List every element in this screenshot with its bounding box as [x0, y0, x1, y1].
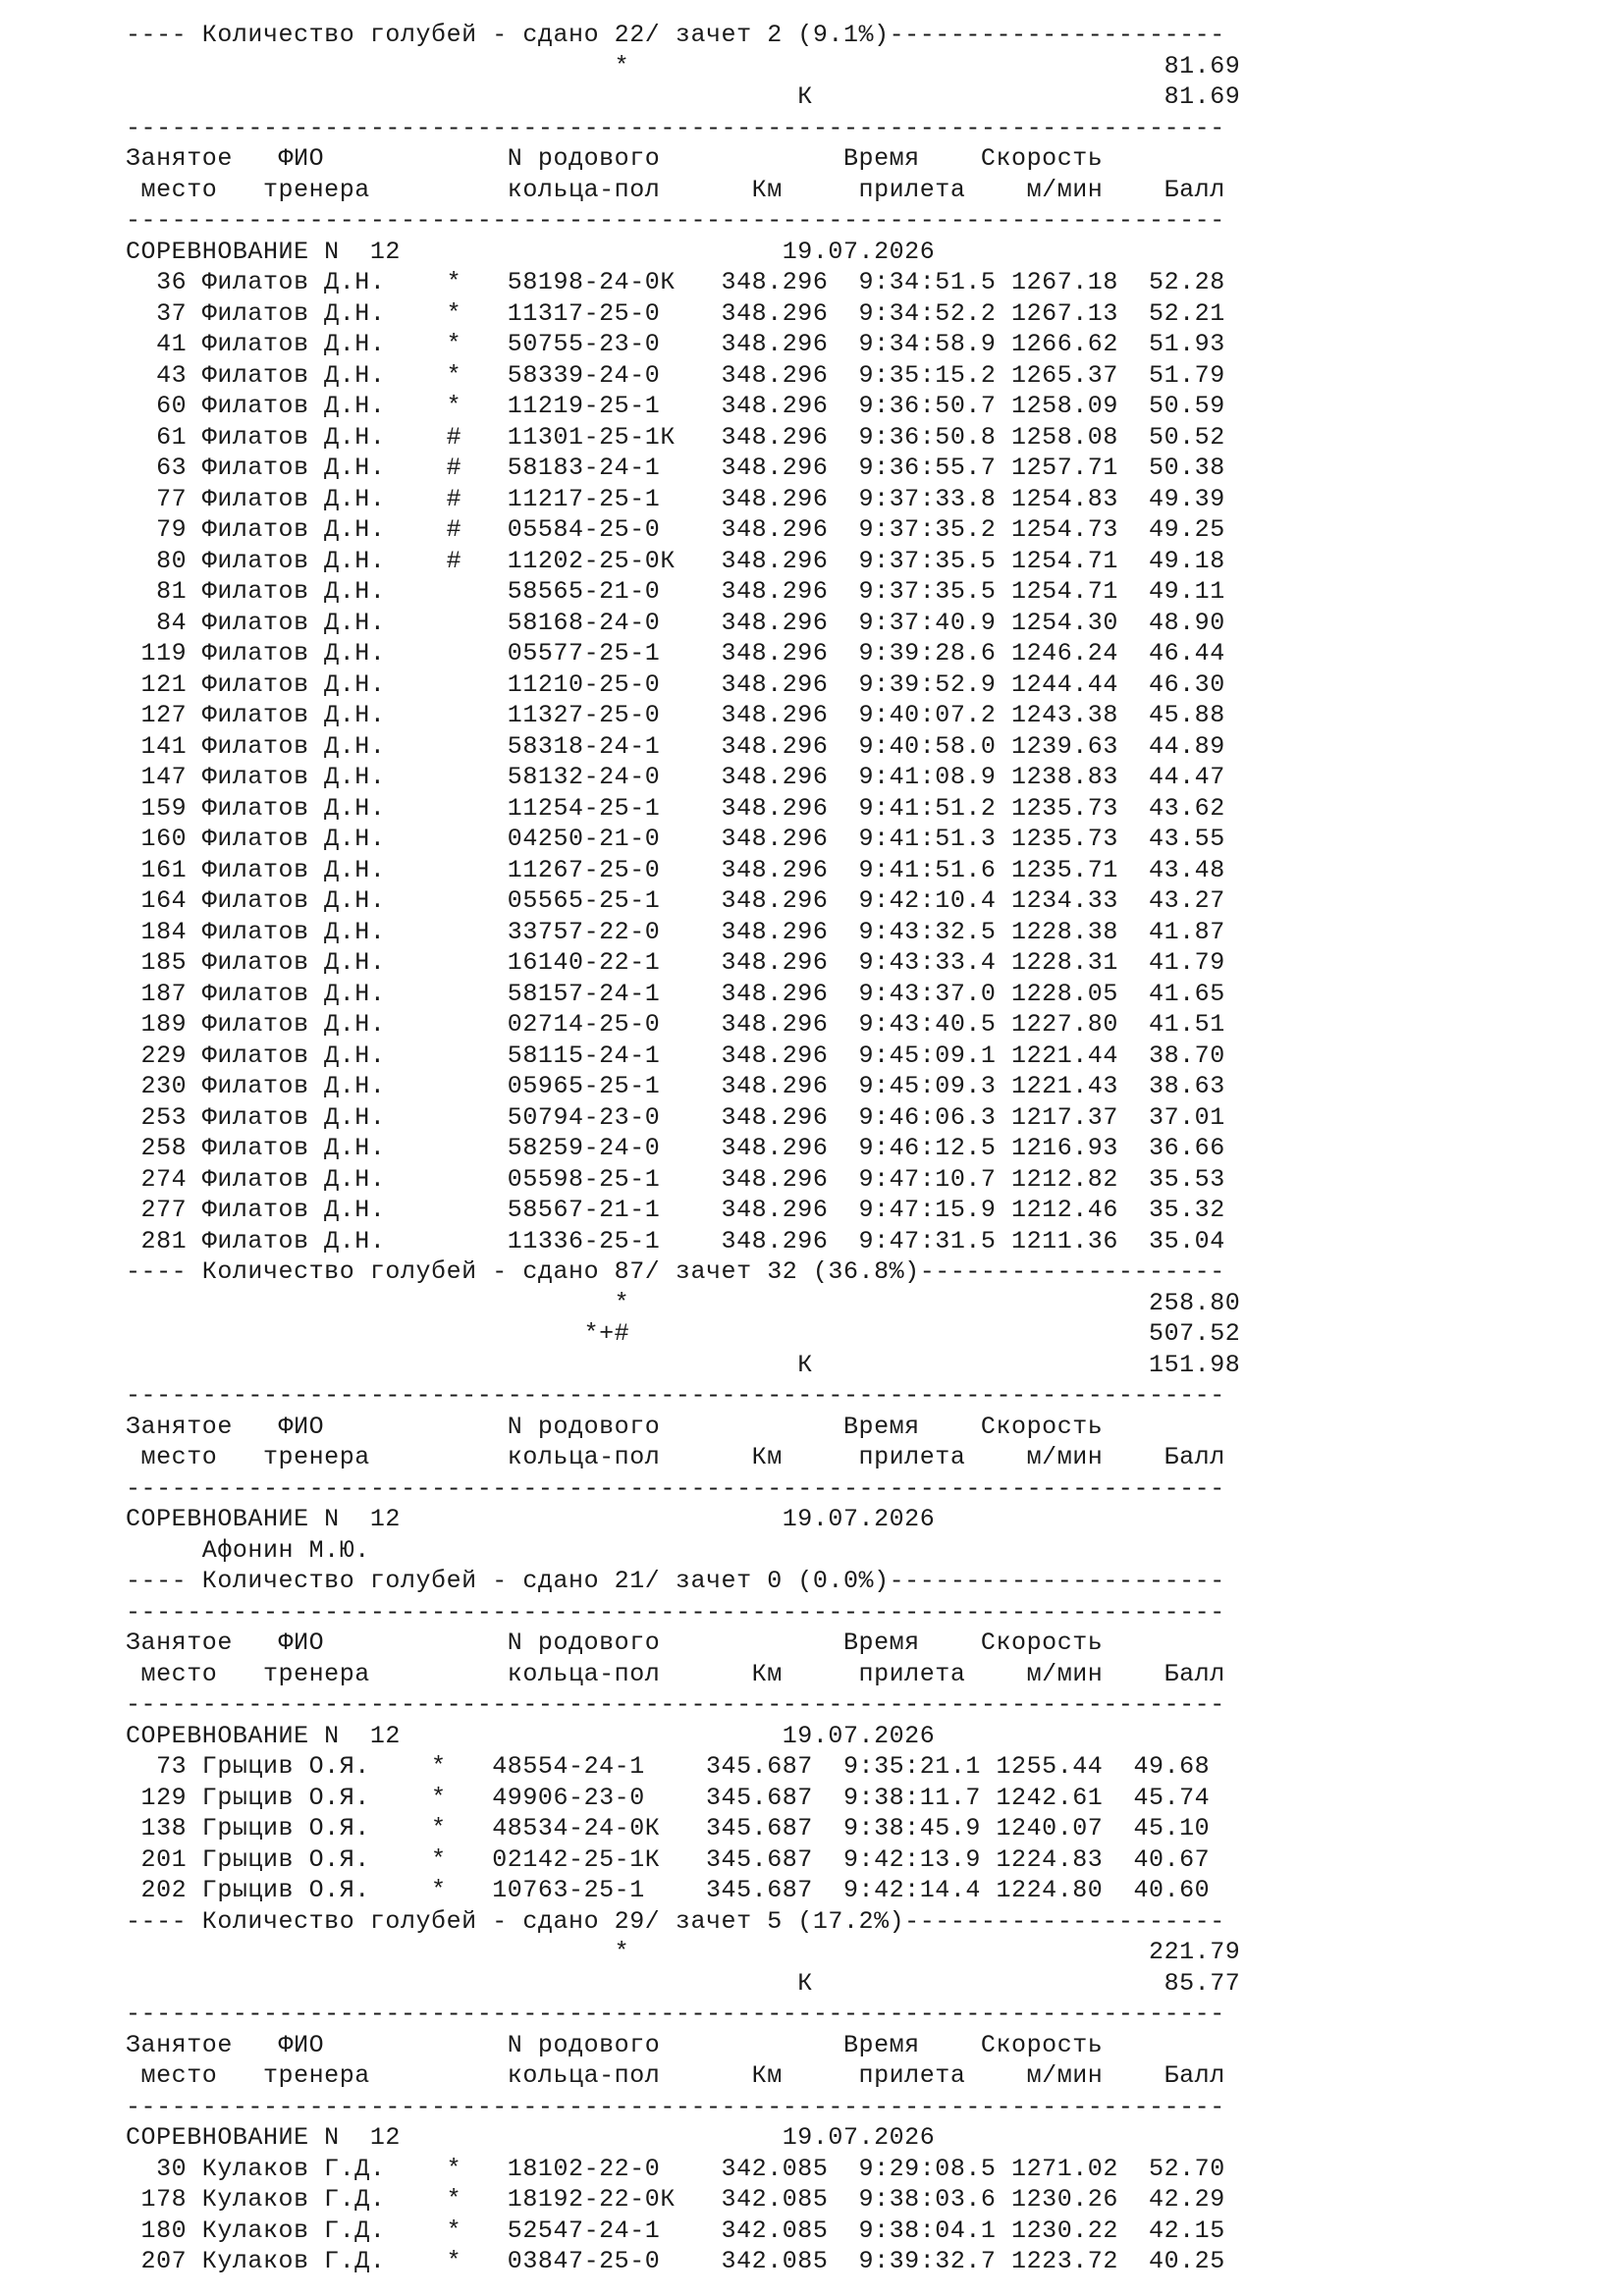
report-line: 187 Филатов Д.Н. 58157-24-1 348.296 9:43:37.0 1228.05 41.65 — [126, 979, 1225, 1008]
report-line: 81 Филатов Д.Н. 58565-21-0 348.296 9:37:35.5 1254.71 49.11 — [126, 577, 1225, 606]
report-line: ---- Количество голубей - сдано 21/ зачет 0 (0.0%)---------------------- — [126, 1567, 1225, 1595]
report-line: К 85.77 — [126, 1968, 1241, 1998]
report-line: 129 Грыцив О.Я. * 49906-23-0 345.687 9:38:11.7 1242.61 45.74 — [126, 1783, 1211, 1812]
report-line: 281 Филатов Д.Н. 11336-25-1 348.296 9:47:31.5 1211.36 35.04 — [126, 1226, 1225, 1255]
report-line: ------------------------------------------------------------------------ — [126, 113, 1225, 142]
report-line: * 258.80 — [126, 1288, 1241, 1317]
report-line: 79 Филатов Д.Н. # 05584-25-0 348.296 9:37:35.2 1254.73 49.25 — [126, 515, 1225, 544]
report-line: Занятое ФИО N родового Время Скорость — [126, 1629, 1104, 1657]
report-line: 119 Филатов Д.Н. 05577-25-1 348.296 9:39:28.6 1246.24 46.44 — [126, 639, 1225, 667]
report-line: ------------------------------------------------------------------------ — [126, 1473, 1225, 1503]
report-line: 60 Филатов Д.Н. * 11219-25-1 348.296 9:36:50.7 1258.09 50.59 — [126, 392, 1225, 420]
report-line: 138 Грыцив О.Я. * 48534-24-0К 345.687 9:38:45.9 1240.07 45.10 — [126, 1814, 1211, 1842]
report-line: * 221.79 — [126, 1938, 1241, 1966]
report-line: ------------------------------------------------------------------------ — [126, 206, 1225, 235]
report-line: 207 Кулаков Г.Д. * 03847-25-0 342.085 9:39:32.7 1223.72 40.25 — [126, 2247, 1225, 2275]
report-line: 178 Кулаков Г.Д. * 18192-22-0К 342.085 9:38:03.6 1230.26 42.29 — [126, 2185, 1225, 2214]
report-line: ------------------------------------------------------------------------ — [126, 1690, 1225, 1719]
report-line: место тренера кольца-пол Км прилета м/мин Балл — [126, 2061, 1225, 2090]
report-line: 80 Филатов Д.Н. # 11202-25-0К 348.296 9:37:35.5 1254.71 49.18 — [126, 546, 1225, 575]
report-line: ---- Количество голубей - сдано 29/ зачет 5 (17.2%)--------------------- — [126, 1906, 1225, 1936]
report-line: ------------------------------------------------------------------------ — [126, 2092, 1225, 2121]
report-line: 164 Филатов Д.Н. 05565-25-1 348.296 9:42:10.4 1234.33 43.27 — [126, 886, 1225, 915]
report-line: 147 Филатов Д.Н. 58132-24-0 348.296 9:41:08.9 1238.83 44.47 — [126, 763, 1225, 791]
report-line: ------------------------------------------------------------------------ — [126, 1381, 1225, 1410]
report-line: 230 Филатов Д.Н. 05965-25-1 348.296 9:45:09.3 1221.43 38.63 — [126, 1072, 1225, 1100]
report-line: 253 Филатов Д.Н. 50794-23-0 348.296 9:46:06.3 1217.37 37.01 — [126, 1102, 1225, 1132]
report-line: 41 Филатов Д.Н. * 50755-23-0 348.296 9:34:58.9 1266.62 51.93 — [126, 330, 1225, 358]
report-line: Занятое ФИО N родового Время Скорость — [126, 144, 1104, 173]
report-line: ---- Количество голубей - сдано 22/ зачет 2 (9.1%)---------------------- — [126, 21, 1225, 49]
report-line: * 81.69 — [126, 51, 1241, 80]
report-line: 77 Филатов Д.Н. # 11217-25-1 348.296 9:37:33.8 1254.83 49.39 — [126, 484, 1225, 513]
report-line: 61 Филатов Д.Н. # 11301-25-1К 348.296 9:36:50.8 1258.08 50.52 — [126, 422, 1225, 452]
report-line: 229 Филатов Д.Н. 58115-24-1 348.296 9:45:09.1 1221.44 38.70 — [126, 1041, 1225, 1070]
report-line: *+# 507.52 — [126, 1319, 1241, 1348]
report-line: 160 Филатов Д.Н. 04250-21-0 348.296 9:41:51.3 1235.73 43.55 — [126, 825, 1225, 853]
report-line: 180 Кулаков Г.Д. * 52547-24-1 342.085 9:38:04.1 1230.22 42.15 — [126, 2216, 1225, 2245]
report-line: Занятое ФИО N родового Время Скорость — [126, 1412, 1104, 1441]
report-line: ------------------------------------------------------------------------ — [126, 2000, 1225, 2028]
report-line: 127 Филатов Д.Н. 11327-25-0 348.296 9:40:07.2 1243.38 45.88 — [126, 701, 1225, 729]
report-line: К 151.98 — [126, 1350, 1241, 1379]
report-line: 63 Филатов Д.Н. # 58183-24-1 348.296 9:36:55.7 1257.71 50.38 — [126, 454, 1225, 482]
report-line: СОРЕВНОВАНИЕ N 12 19.07.2026 — [126, 1721, 936, 1750]
report-line: 201 Грыцив О.Я. * 02142-25-1К 345.687 9:42:13.9 1224.83 40.67 — [126, 1844, 1211, 1874]
results-report — [126, 20, 1240, 2277]
report-line: 141 Филатов Д.Н. 58318-24-1 348.296 9:40:58.0 1239.63 44.89 — [126, 731, 1225, 761]
report-line: Афонин М.Ю. — [126, 1535, 370, 1565]
report-line: СОРЕВНОВАНИЕ N 12 19.07.2026 — [126, 1505, 936, 1533]
report-line: 73 Грыцив О.Я. * 48554-24-1 345.687 9:35:21.1 1255.44 49.68 — [126, 1752, 1211, 1781]
report-line: 185 Филатов Д.Н. 16140-22-1 348.296 9:43:33.4 1228.31 41.79 — [126, 948, 1225, 977]
report-line: 84 Филатов Д.Н. 58168-24-0 348.296 9:37:40.9 1254.30 48.90 — [126, 608, 1225, 637]
report-line: 121 Филатов Д.Н. 11210-25-0 348.296 9:39:52.9 1244.44 46.30 — [126, 669, 1225, 699]
report-line: место тренера кольца-пол Км прилета м/мин Балл — [126, 175, 1225, 204]
report-line: 159 Филатов Д.Н. 11254-25-1 348.296 9:41:51.2 1235.73 43.62 — [126, 793, 1225, 823]
report-line: 274 Филатов Д.Н. 05598-25-1 348.296 9:47:10.7 1212.82 35.53 — [126, 1164, 1225, 1194]
report-line: 277 Филатов Д.Н. 58567-21-1 348.296 9:47:15.9 1212.46 35.32 — [126, 1196, 1225, 1224]
report-line: ---- Количество голубей - сдано 87/ зачет 32 (36.8%)-------------------- — [126, 1257, 1225, 1286]
report-line: место тренера кольца-пол Км прилета м/мин Балл — [126, 1659, 1225, 1688]
report-line: 37 Филатов Д.Н. * 11317-25-0 348.296 9:34:52.2 1267.13 52.21 — [126, 298, 1225, 328]
report-line: 36 Филатов Д.Н. * 58198-24-0К 348.296 9:34:51.5 1267.18 52.28 — [126, 268, 1225, 296]
report-line: 30 Кулаков Г.Д. * 18102-22-0 342.085 9:29:08.5 1271.02 52.70 — [126, 2154, 1225, 2183]
report-line: СОРЕВНОВАНИЕ N 12 19.07.2026 — [126, 237, 936, 266]
report-line: 189 Филатов Д.Н. 02714-25-0 348.296 9:43:40.5 1227.80 41.51 — [126, 1010, 1225, 1039]
report-line: Занятое ФИО N родового Время Скорость — [126, 2030, 1104, 2059]
report-line: 202 Грыцив О.Я. * 10763-25-1 345.687 9:42:14.4 1224.80 40.60 — [126, 1876, 1211, 1904]
report-line: ------------------------------------------------------------------------ — [126, 1597, 1225, 1627]
report-line: 161 Филатов Д.Н. 11267-25-0 348.296 9:41:51.6 1235.71 43.48 — [126, 855, 1225, 884]
report-line: СОРЕВНОВАНИЕ N 12 19.07.2026 — [126, 2123, 936, 2152]
report-line: К 81.69 — [126, 82, 1241, 111]
report-line: 258 Филатов Д.Н. 58259-24-0 348.296 9:46:12.5 1216.93 36.66 — [126, 1134, 1225, 1162]
report-line: 184 Филатов Д.Н. 33757-22-0 348.296 9:43:32.5 1228.38 41.87 — [126, 917, 1225, 946]
report-line: место тренера кольца-пол Км прилета м/мин Балл — [126, 1443, 1225, 1471]
report-line: 43 Филатов Д.Н. * 58339-24-0 348.296 9:35:15.2 1265.37 51.79 — [126, 360, 1225, 390]
